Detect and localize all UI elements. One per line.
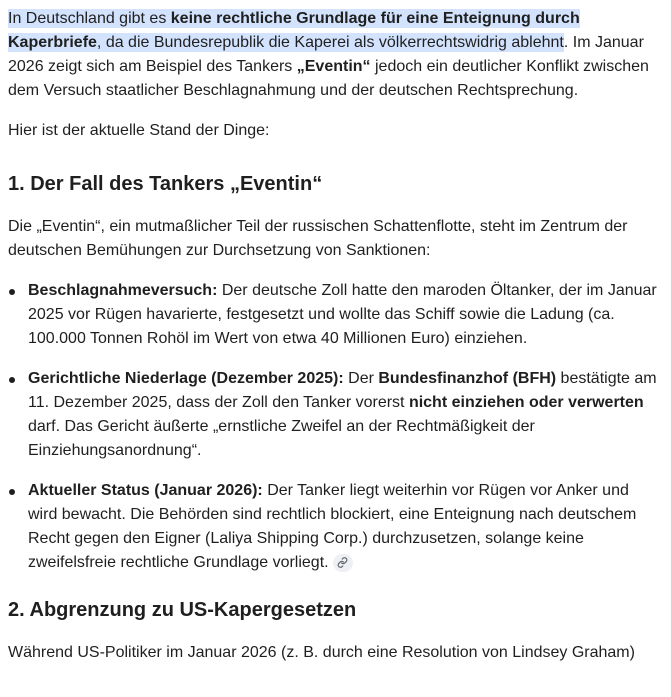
source-link-button[interactable]	[333, 554, 353, 572]
section2-paragraph: Während US-Politiker im Januar 2026 (z. B. durch eine Resolution von Lindsey Graham)	[8, 644, 635, 661]
section-heading-1: 1. Der Fall des Tankers „Eventin“	[8, 173, 323, 195]
intro-paragraph: In Deutschland gibt es keine rechtliche Grundlage für eine Enteignung durch Kaperbriefe, da die Bundesrepublik die Kaperei als völkerrechtswidrig ablehnt. Im Januar 2026 zeigt sich am Beispiel des Tankers „Eventin“ jedoch ein deutlicher Konflikt zwischen dem Versuch staatlicher Beschlagnahmung und der deutschen Rechtsprechung.	[8, 10, 649, 99]
list-item: Beschlagnahmeversuch: Der deutsche Zoll hatte den maroden Öltanker, der im Januar 2025 vor Rügen havarierte, festgesetzt und wollte das Schiff sowie die Ladung (ca. 100.000 Tonnen Rohöl im Wert von etwa 40 Millionen Euro) einziehen.	[8, 279, 660, 351]
highlighted-text: In Deutschland gibt es keine rechtliche Grundlage für eine Enteignung durch Kaperbriefe, da die Bundesrepublik die Kaperei als völkerrechtswidrig ablehnt	[8, 10, 580, 51]
item-label: Gerichtliche Niederlage (Dezember 2025):	[28, 370, 344, 387]
bullet-list	[8, 279, 660, 575]
section1-paragraph: Die „Eventin“, ein mutmaßlicher Teil der russischen Schattenflotte, steht im Zentrum der deutschen Bemühungen zur Durchsetzung von Sanktionen:	[8, 218, 628, 259]
bold-phrase: keine rechtliche Grundlage für eine Enteignung durch Kaperbriefe	[8, 10, 580, 51]
lead-paragraph: Hier ist der aktuelle Stand der Dinge:	[8, 122, 270, 139]
list-item: Aktueller Status (Januar 2026): Der Tanker liegt weiterhin vor Rügen vor Anker und wird bewacht. Die Behörden sind rechtlich blockiert, eine Enteignung nach deutschem Recht gegen den Eigner (Laliya Shipping Corp.) durchzusetzen, solange keine zweifelsfreie rechtliche Grundlage vorliegt.	[8, 479, 660, 575]
list-item: Gerichtliche Niederlage (Dezember 2025): Der Bundesfinanzhof (BFH) bestätigte am 11. Dezember 2025, dass der Zoll den Tanker vorerst nicht einziehen oder verwerten darf. Das Gericht äußerte „ernstliche Zweifel an der Rechtmäßigkeit der Einziehungsanordnung“.	[8, 367, 660, 463]
item-label: Beschlagnahmeversuch:	[28, 282, 218, 299]
bold-ship-name: „Eventin“	[296, 58, 371, 75]
bullet-icon	[9, 377, 15, 383]
link-icon	[337, 557, 348, 568]
bullet-icon	[9, 489, 15, 495]
response-content	[8, 7, 660, 665]
bullet-icon	[9, 289, 15, 295]
section-heading-2: 2. Abgrenzung zu US-Kapergesetzen	[8, 599, 357, 621]
item-label: Aktueller Status (Januar 2026):	[28, 482, 263, 499]
